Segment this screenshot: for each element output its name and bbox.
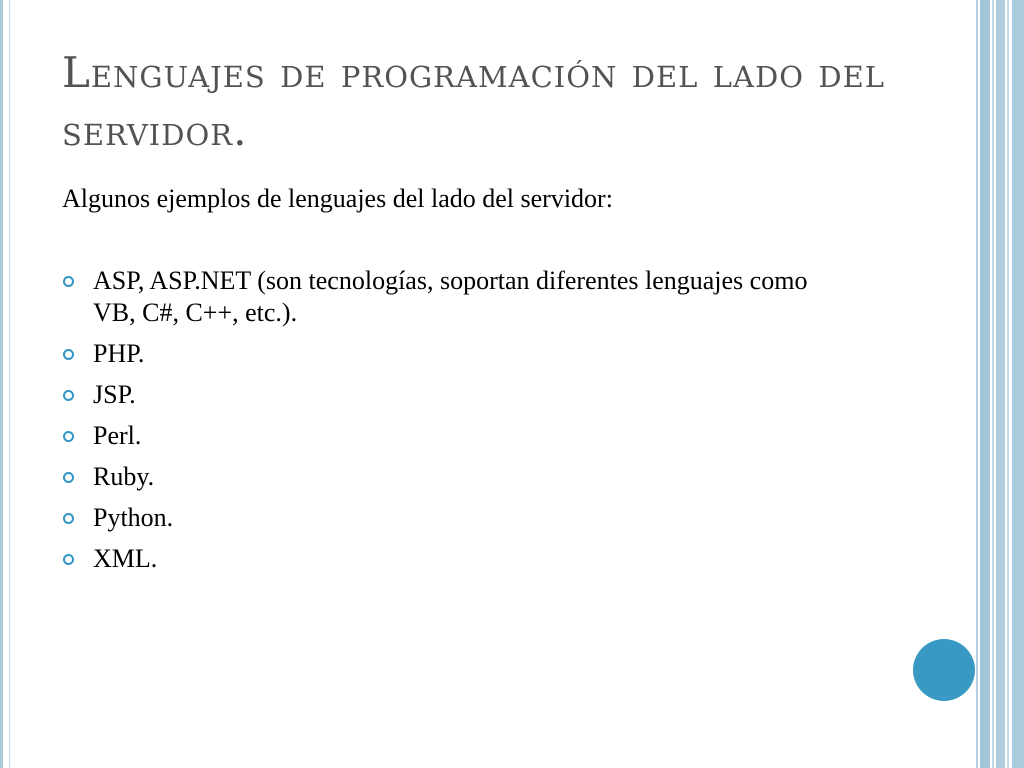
right-decorative-stripes: [976, 0, 1024, 768]
stripe: [1012, 0, 1024, 768]
decorative-circle: [913, 639, 975, 701]
list-item: [62, 265, 852, 329]
list-item: [62, 420, 852, 452]
list-item: [62, 543, 852, 575]
circle-bullet-icon: [63, 431, 74, 442]
circle-bullet-icon: [63, 472, 74, 483]
list-item-text: Python.: [93, 503, 174, 532]
list-item-text: ASP, ASP.NET (son tecnologías, soportan diferentes lenguajes como VB, C#, C++, etc.).: [93, 266, 808, 327]
circle-bullet-icon: [63, 349, 74, 360]
circle-bullet-icon: [63, 554, 74, 565]
circle-bullet-icon: [63, 390, 74, 401]
list-item-text: Ruby.: [93, 462, 155, 491]
stripe: [996, 0, 1005, 768]
list-item-text: JSP.: [93, 380, 136, 409]
list-item: [62, 461, 852, 493]
list-item: [62, 379, 852, 411]
left-border-stripe: [0, 0, 10, 768]
circle-bullet-icon: [63, 276, 74, 287]
bullet-list: [62, 265, 852, 584]
list-item-text: PHP.: [93, 339, 145, 368]
stripe: [980, 0, 990, 768]
list-item-text: XML.: [93, 544, 158, 573]
circle-bullet-icon: [63, 513, 74, 524]
list-item: [62, 338, 852, 370]
list-item-text: Perl.: [93, 421, 142, 450]
stripe: [1007, 0, 1009, 768]
slide-title: Lenguajes de programación del lado del servidor.: [62, 48, 886, 155]
stripe: [992, 0, 994, 768]
stripe: [976, 0, 978, 768]
slide-subtitle: Algunos ejemplos de lenguajes del lado del servidor:: [62, 184, 613, 213]
list-item: [62, 502, 852, 534]
